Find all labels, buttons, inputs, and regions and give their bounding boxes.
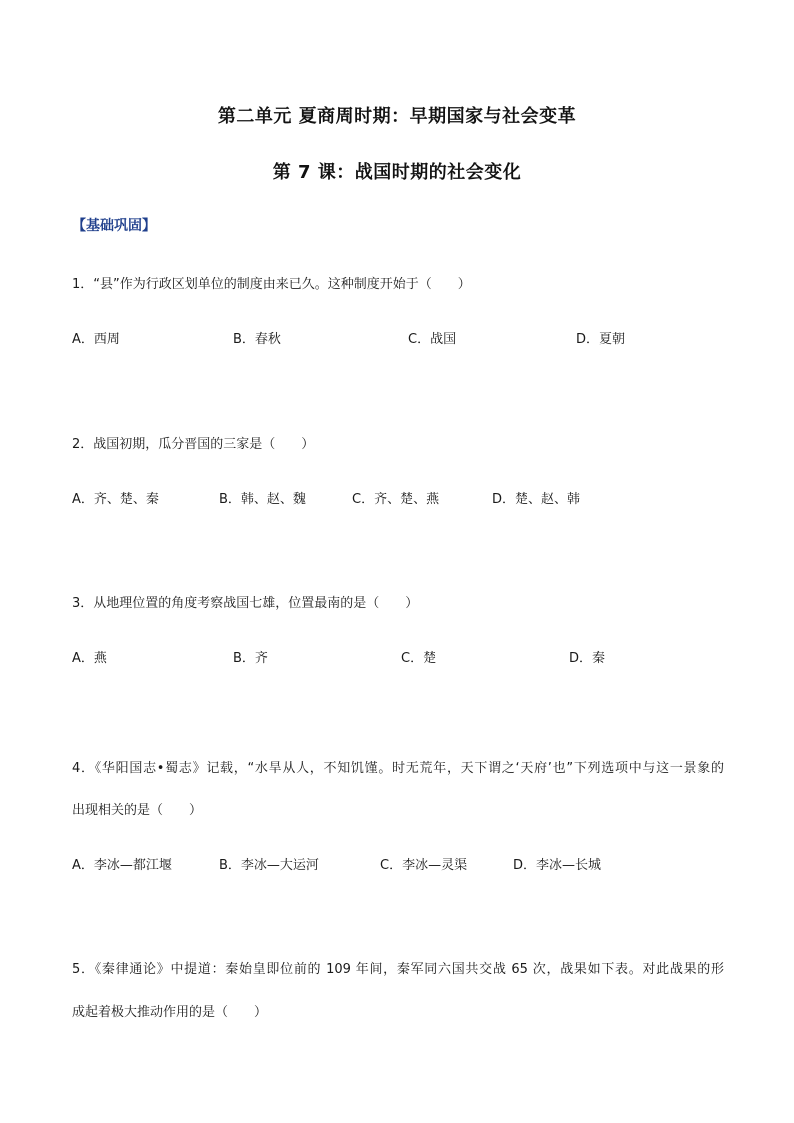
question-2-text: 2．战国初期，瓜分晋国的三家是（ ） (72, 437, 315, 452)
question-1-option-a: A．西周 (72, 332, 120, 347)
lesson-title: 第 7 课：战国时期的社会变化 (272, 162, 522, 183)
question-2-option-c: C．齐、楚、燕 (352, 492, 440, 507)
question-3-text: 3．从地理位置的角度考察战国七雄，位置最南的是（ ） (72, 596, 419, 611)
question-3-option-a: A．燕 (72, 651, 107, 666)
question-1-option-b: B．春秋 (233, 332, 281, 347)
question-1-text: 1．“县”作为行政区划单位的制度由来已久。这种制度开始于（ ） (72, 277, 471, 292)
question-4-text-line-2: 出现相关的是（ ） (72, 803, 203, 818)
question-5-text-line-1: 5．《秦律通论》中提道：秦始皇即位前的 109 年间，秦军同六国共交战 65 次，战果如下表。对此战果的形 (72, 962, 724, 977)
question-4-option-b: B．李冰—大运河 (219, 858, 319, 873)
question-2-option-a: A．齐、楚、秦 (72, 492, 159, 507)
unit-title: 第二单元 夏商周时期：早期国家与社会变革 (217, 106, 577, 127)
question-3-option-d: D．秦 (569, 651, 606, 666)
question-4-option-c: C．李冰—灵渠 (380, 858, 468, 873)
question-5-text-line-2: 成起着极大推动作用的是（ ） (72, 1005, 268, 1020)
section-heading: 【基础巩固】 (72, 218, 156, 234)
question-3-option-b: B．齐 (233, 651, 268, 666)
question-2-option-d: D．楚、赵、韩 (492, 492, 581, 507)
question-1-option-c: C．战国 (408, 332, 457, 347)
question-4-option-a: A．李冰—都江堰 (72, 858, 172, 873)
question-4-text-line-1: 4．《华阳国志•蜀志》记载，“水旱从人，不知饥馑。时无荒年，天下谓之‘天府’也”下列选项中与这一景象的 (72, 761, 724, 776)
question-1-option-d: D．夏朝 (576, 332, 626, 347)
question-2-option-b: B．韩、赵、魏 (219, 492, 306, 507)
question-3-option-c: C．楚 (401, 651, 437, 666)
question-4-option-d: D．李冰—长城 (513, 858, 602, 873)
